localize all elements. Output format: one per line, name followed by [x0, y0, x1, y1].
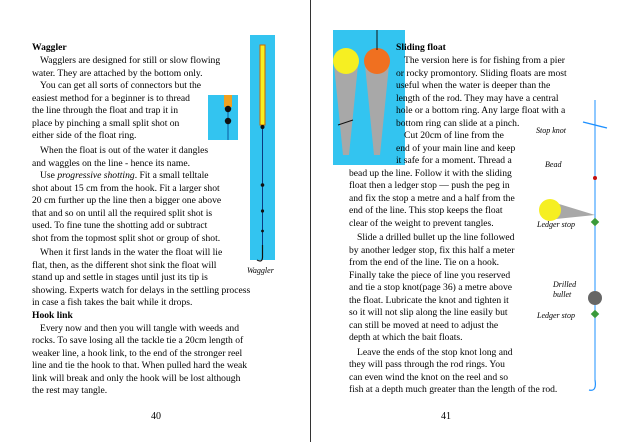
split-shot-upper: [225, 106, 231, 112]
body-line: end of your main line and keep: [396, 142, 516, 154]
body-line: either side of the float ring.: [32, 130, 137, 141]
body-line: showing. Experts watch for delays in the settling process: [32, 284, 251, 296]
split-shot: [261, 183, 265, 187]
split-shot: [261, 125, 265, 129]
body-line: length of the rod. They may have a central: [396, 92, 559, 104]
body-line: flat, then, as the different shot sink the float will: [32, 259, 217, 271]
section-heading-sliding-float: Sliding float: [396, 42, 446, 53]
body-line: they will pass through the rod rings. You: [349, 359, 505, 370]
body-line: the line through the float and trap it in: [32, 105, 179, 116]
body-line: and fix the stop a metre and a half from the: [349, 192, 515, 204]
body-line: Slide a drilled bullet up the line followed: [357, 232, 515, 243]
body-line: line and tie the hook to that. When pulled hard the weak: [32, 360, 248, 371]
body-line: useful when the water is deeper than the: [396, 80, 551, 91]
label-drilled-bullet-line2: bullet: [553, 290, 572, 299]
waggler-illustration: [250, 35, 275, 265]
body-line: Finally take the piece of line you reserved: [349, 269, 511, 281]
label-bead: Bead: [545, 160, 562, 169]
body-line: hole or a bottom ring. Any large float with a: [396, 105, 566, 116]
section-heading-waggler: Waggler: [32, 42, 67, 53]
body-line: Every now and then you will tangle with weeds and: [40, 322, 240, 334]
body-line: by another ledger stop, fix this half a meter: [349, 244, 515, 256]
emphasis-text: progressive shotting: [57, 170, 135, 181]
body-line: Wagglers are designed for still or slow flowing: [40, 55, 221, 66]
page-number: 40: [151, 411, 161, 422]
body-line: can even wind the knot on the reel and so: [349, 371, 509, 383]
body-line: Cut 20cm of line from the: [404, 130, 504, 141]
section-heading-hook-link: Hook link: [32, 310, 73, 321]
body-line: it safe for a moment. Thread a: [396, 155, 512, 166]
body-line: used. To fine tune the shotting add or subtract: [32, 220, 208, 231]
body-line: easiest method for a beginner is to thread: [32, 92, 190, 104]
page-number: 41: [441, 411, 451, 422]
body-line: bottom ring can slide at a pinch.: [396, 117, 520, 129]
body-line: end of the line. This stop keeps the float: [349, 205, 503, 216]
ledger-stop-lower: [591, 310, 599, 318]
body-line: When it first lands in the water the float will lie: [40, 247, 223, 258]
body-line: from the end of the line. Tie on a hook.: [349, 257, 500, 268]
split-shot: [261, 209, 264, 212]
hook: [589, 380, 595, 390]
body-line: water. They are attached by the bottom only.: [32, 67, 203, 79]
text-run: . Fit a small telltale: [134, 170, 209, 181]
waggler-diagram-label: Waggler: [247, 266, 274, 275]
body-line: When the float is out of the water it dangles: [40, 145, 209, 156]
label-ledger-stop-lower: Ledger stop: [537, 311, 575, 320]
body-line: You can get all sorts of connectors but the: [40, 80, 202, 91]
body-line: clear of the weight to prevent tangles.: [349, 217, 494, 229]
body-line: 20 cm further up the line then a bigger one above: [32, 195, 222, 206]
label-ledger-stop-upper: Ledger stop: [537, 220, 575, 229]
float-stem: [224, 95, 232, 107]
water-panel: [208, 95, 238, 140]
body-line: and tie a stop knot(page 36) a metre above: [349, 282, 513, 293]
body-line: rocks. To save losing all the tackle tie a 20cm length of: [32, 335, 244, 346]
body-line: the rest may tangle.: [32, 385, 108, 396]
body-line: shot from the topmost split shot or group of shot.: [32, 232, 221, 244]
body-line: so it will not slip along the line easily but: [349, 307, 508, 318]
sliding-float-tip: [539, 199, 561, 221]
body-line: link will break and only the hook will be lost although: [32, 372, 241, 384]
body-line: bead up the line. Follow it with the sliding: [349, 167, 512, 179]
body-line-mixed: [40, 170, 209, 182]
ledger-stop-upper: [591, 218, 599, 226]
drilled-bullet: [588, 291, 602, 305]
bead: [593, 176, 597, 180]
body-line: or rocky promontory. Sliding floats are most: [396, 67, 567, 79]
right-page: [311, 0, 621, 442]
body-line: the float. Lubricate the knot and tighten it: [349, 294, 509, 306]
body-line: shot about 15 cm from the hook. Fit a larger shot: [32, 182, 220, 194]
body-line: that and so on until all the required split shot is: [32, 207, 213, 219]
float-ring-inset-illustration: [208, 95, 238, 140]
split-shot-lower: [225, 118, 231, 124]
body-line: fish at a depth much greater than the length of the rod.: [349, 384, 558, 395]
body-line: Leave the ends of the stop knot long and: [357, 346, 513, 358]
body-line: and waggles on the line - hence its name.: [32, 157, 190, 169]
body-line: weaker line, a hook link, to the end of the stronger reel: [32, 347, 243, 359]
label-stop-knot: Stop knot: [536, 126, 566, 135]
body-line: place by pinching a small split shot on: [32, 117, 180, 129]
label-drilled-bullet-line1: Drilled: [553, 280, 577, 289]
body-line: in case a fish takes the bait while it drops.: [32, 297, 193, 308]
body-line: float then a ledger stop — push the peg in: [349, 180, 510, 191]
waggler-float: [260, 45, 265, 125]
left-page: [0, 0, 310, 442]
telltale-shot: [261, 230, 264, 233]
body-line: stand up and settle in stages until just its tip is: [32, 272, 208, 283]
text-run: Use: [40, 170, 58, 181]
body-line: depth at which the bait floats.: [349, 332, 463, 343]
body-line: can still be moved at need to adjust the: [349, 319, 499, 331]
body-line: The version here is for fishing from a pier: [404, 55, 565, 66]
